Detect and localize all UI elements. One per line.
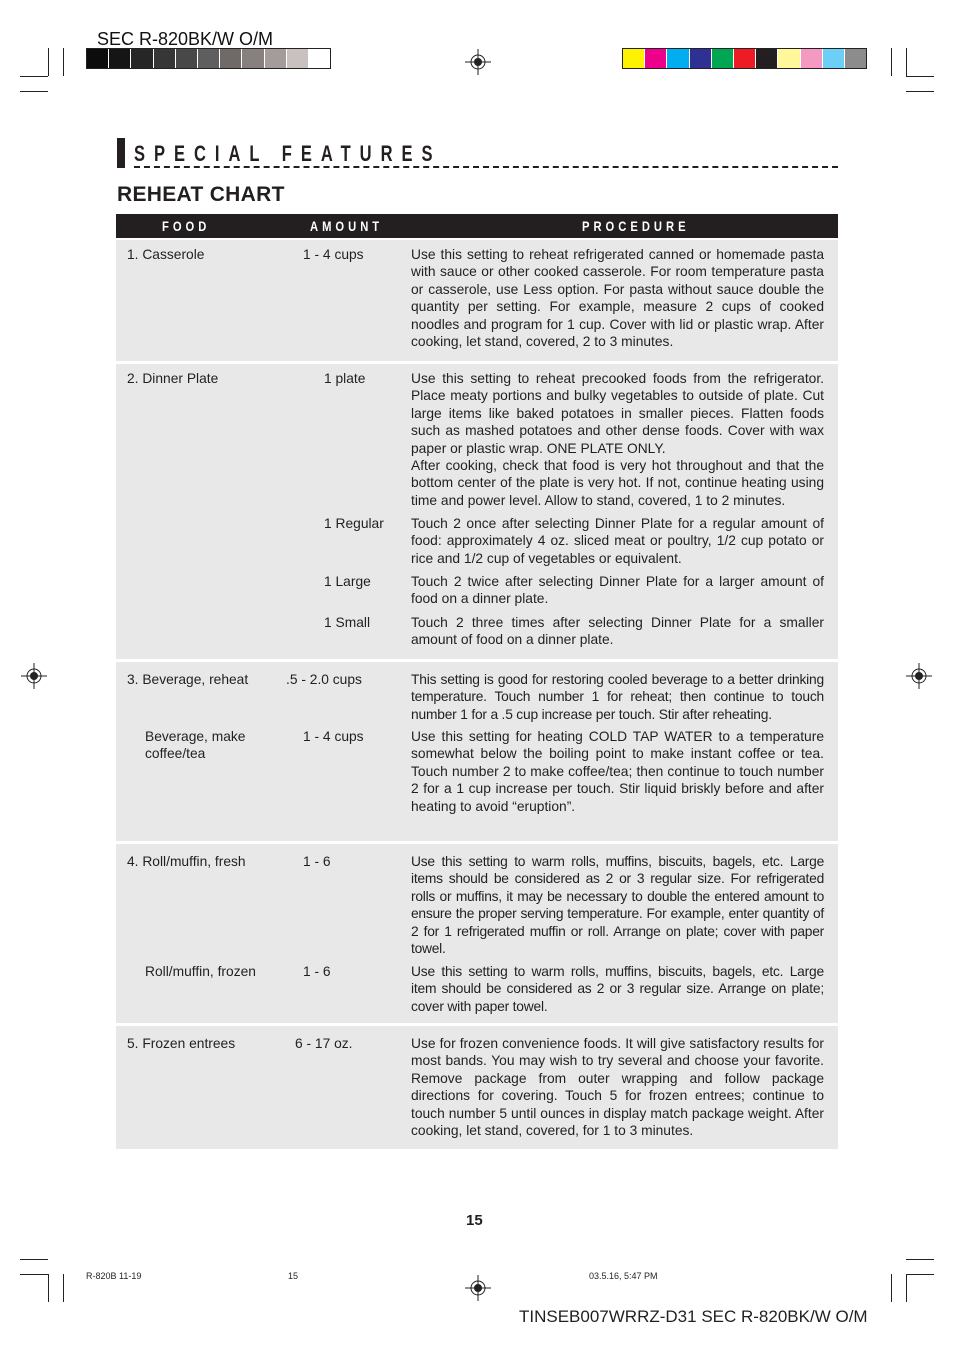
amount: 1 - 4 cups (303, 247, 364, 262)
food-name: 4. Roll/muffin, fresh (127, 854, 246, 869)
amount: .5 - 2.0 cups (286, 672, 362, 687)
gray-swatch (220, 49, 242, 68)
color-swatch (823, 49, 845, 68)
section-title: SPECIAL FEATURES (134, 141, 442, 166)
procedure: Use this setting to reheat precooked foods from the refrigerator. Place meaty portions and bulky vegetables to outside of plate. Cut large items like baked potatoes in smaller pieces. Flatten foods such as mashed potatoes and other dense foods. Cover with wax paper or plastic wrap. ONE PLATE ONLY. (411, 371, 824, 456)
footer-file-id: R-820B 11-19 (86, 1271, 142, 1281)
table-row (116, 1026, 838, 1149)
crop-mark (891, 1274, 892, 1302)
section-title-marker (117, 138, 125, 168)
footer-timestamp: 03.5.16, 5:47 PM (589, 1271, 658, 1281)
gray-swatch (87, 49, 109, 68)
crop-mark (20, 91, 48, 92)
crop-mark (20, 1274, 48, 1275)
gray-swatch (176, 49, 198, 68)
color-swatch (645, 49, 667, 68)
footer-page: 15 (288, 1271, 299, 1281)
color-swatch (734, 49, 756, 68)
food-name: 5. Frozen entrees (127, 1036, 236, 1051)
table-row (116, 364, 838, 659)
procedure: Use this setting to reheat refrigerated canned or homemade pasta with sauce or other cooked casserole. For room temperature pasta or casserole, use Less option. For pasta without sauce double the quantity per setting. For example, measure 2 cups of cooked noodles and program for 1 cup. Cover with lid or plastic wrap. After cooking, let stand, covered, 2 to 3 minutes. (411, 247, 824, 350)
gray-swatch (109, 49, 131, 68)
procedure: Use for frozen convenience foods. It will give satisfactory results for most bands. You may wish to try several and choose your favorite. Remove package from outer wrapping and follow package directions for covering. Touch 5 for frozen entrees; continue to touch number 5 until ounces in display match package weight. After cooking, let stand, covered, for 1 to 3 minutes. (411, 1036, 824, 1139)
color-swatch (690, 49, 712, 68)
gray-swatch (287, 49, 309, 68)
crop-mark (906, 76, 934, 77)
food-name: 1. Casserole (127, 247, 205, 262)
amount: 1 - 6 (303, 964, 331, 979)
color-swatch (801, 49, 823, 68)
food-name: 2. Dinner Plate (127, 371, 219, 386)
crop-mark (906, 1259, 934, 1260)
color-swatch (623, 49, 645, 68)
table-row (116, 844, 838, 1023)
registration-mark-icon (465, 49, 491, 75)
crop-mark (48, 1274, 49, 1302)
procedure: Touch 2 three times after selecting Dinner Plate for a smaller amount of food on a dinner plate. (411, 615, 824, 648)
gray-swatch (198, 49, 220, 68)
color-swatch (712, 49, 734, 68)
gray-swatch (242, 49, 264, 68)
procedure: Use this setting to warm rolls, muffins, biscuits, bagels, etc. Large items should be considered as 2 or 3 regular size. For refrigerated rolls or muffins, it may be necessary to double the entered amount to ensure the proper serving temperature. For example, enter quantity of 2 for 1 refrigerated muffin or roll. Arrange on plate; cover with paper towel. (411, 854, 824, 957)
procedure: This setting is good for restoring cooled beverage to a better drinking temperature. Touch number 1 for reheat; then continue to touch number 1 for a .5 cup increase per touch. Stir after reheating. (411, 672, 824, 722)
color-calibration-bar (622, 48, 867, 69)
crop-mark (20, 76, 48, 77)
color-swatch (756, 49, 778, 68)
chart-title: REHEAT CHART (117, 183, 285, 206)
gray-swatch (154, 49, 176, 68)
table-header (116, 214, 838, 238)
color-swatch (778, 49, 800, 68)
amount: 1 - 6 (303, 854, 331, 869)
gray-swatch (131, 49, 153, 68)
registration-mark-icon (21, 663, 47, 689)
table-row (116, 662, 838, 841)
color-swatch (845, 49, 866, 68)
food-name: Beverage, make coffee/tea (145, 729, 246, 762)
amount: 1 - 4 cups (303, 729, 364, 744)
footer-document-id: TINSEB007WRRZ-D31 SEC R-820BK/W O/M (519, 1307, 868, 1326)
crop-mark (20, 1259, 48, 1260)
procedure: Use this setting for heating COLD TAP WATER to a temperature somewhat below the boiling point to make instant coffee or tea. Touch number 2 to make coffee/tea; then continue to touch number 2 for a 1 cup increase per touch. Stir liquid briskly before and after heating to avoid “eruption”. (411, 729, 824, 814)
crop-mark (63, 1274, 64, 1302)
gray-swatch (265, 49, 287, 68)
crop-mark (63, 48, 64, 76)
crop-mark (906, 1274, 934, 1275)
procedure: Use this setting to warm rolls, muffins, biscuits, bagels, etc. Large item should be considered as 2 or 3 regular size. Arrange on plate; cover with paper towel. (411, 964, 824, 1014)
registration-mark-icon (465, 1275, 491, 1301)
amount: 1 Large (324, 574, 371, 589)
crop-mark (48, 48, 49, 76)
column-header-procedure: PROCEDURE (582, 218, 690, 234)
amount: 1 plate (324, 371, 366, 386)
food-name: 3. Beverage, reheat (127, 672, 249, 687)
grayscale-calibration-bar (86, 48, 331, 69)
crop-mark (906, 1274, 907, 1302)
crop-mark (906, 48, 907, 76)
column-header-amount: AMOUNT (310, 218, 384, 234)
column-header-food: FOOD (162, 218, 211, 234)
crop-mark (906, 91, 934, 92)
table-row (116, 240, 838, 361)
food-name: Roll/muffin, frozen (145, 964, 256, 979)
procedure: Touch 2 once after selecting Dinner Plate for a regular amount of food: approximately 4 oz. sliced meat or poultry, 1/2 cup potato or rice and 1/2 cup of vegetables or equivalent. (411, 516, 824, 566)
color-swatch (667, 49, 689, 68)
procedure: Touch 2 twice after selecting Dinner Plate for a larger amount of food on a dinner plate. (411, 574, 824, 607)
registration-mark-icon (906, 663, 932, 689)
gray-swatch (309, 49, 330, 68)
amount: 6 - 17 oz. (295, 1036, 353, 1051)
document-id: SEC R-820BK/W O/M (97, 29, 274, 49)
procedure: After cooking, check that food is very hot throughout and that the bottom center of the plate is very hot. If not, continue heating using time and power level. Allow to stand, covered, 1 to 2 minutes. (411, 458, 824, 508)
amount: 1 Small (324, 615, 371, 630)
crop-mark (891, 48, 892, 76)
section-divider (134, 166, 838, 168)
amount: 1 Regular (324, 516, 384, 531)
page-number: 15 (466, 1212, 483, 1229)
